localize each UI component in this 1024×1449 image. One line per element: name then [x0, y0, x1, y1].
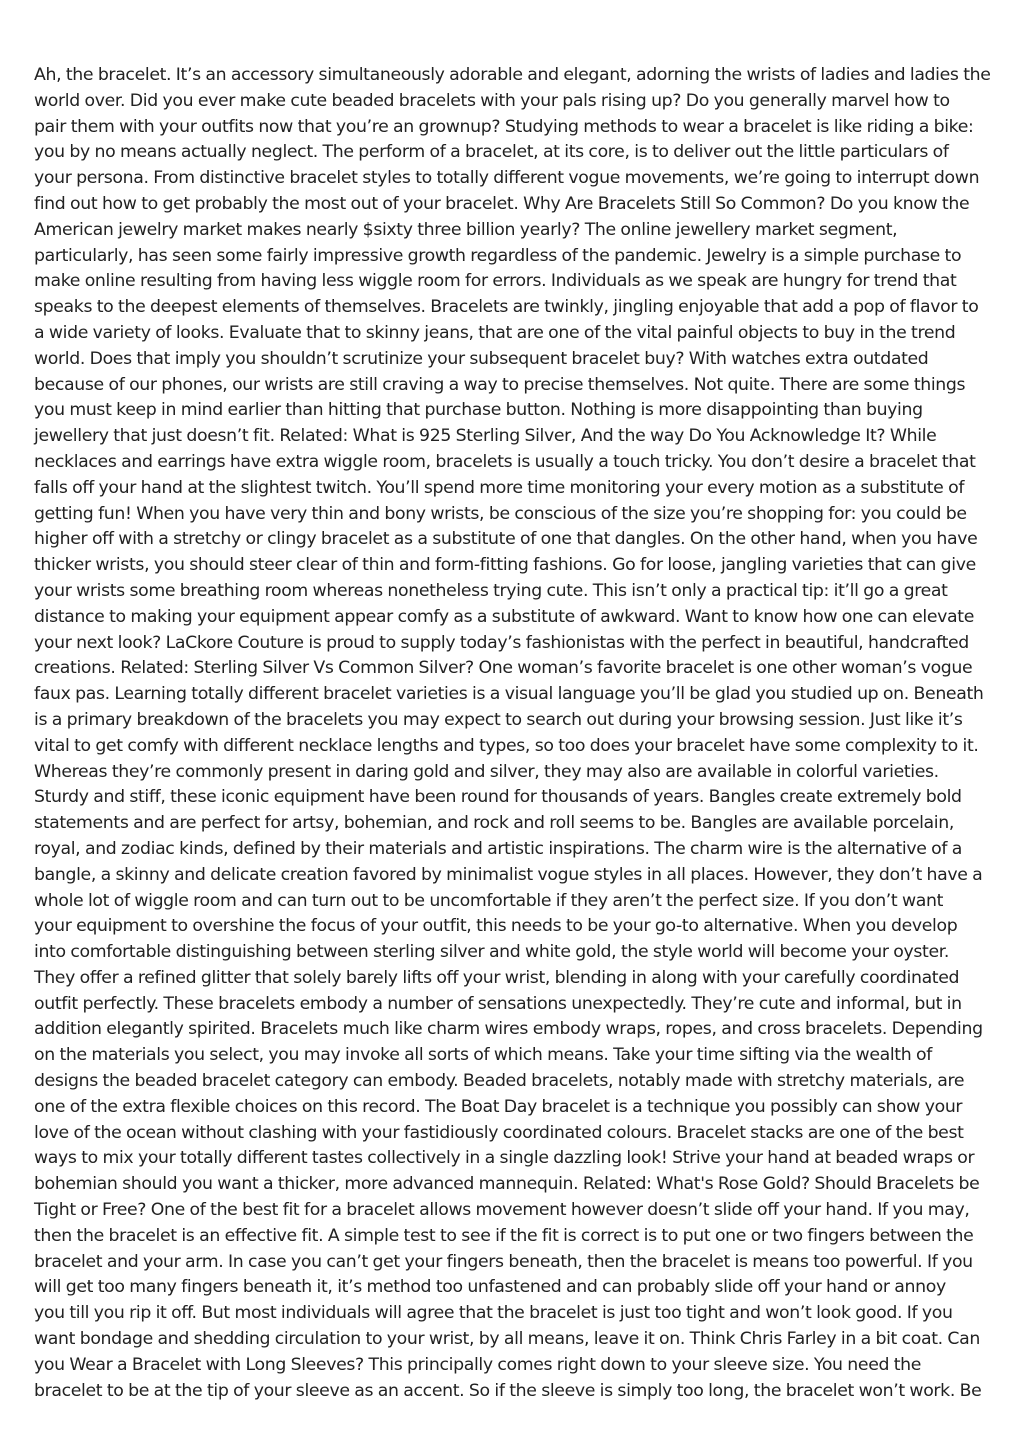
text-line: distance to making your equipment appear comfy as a substitute of awkward. Want to know how one can elevate: [34, 606, 974, 627]
text-line: getting fun! When you have very thin and bony wrists, be conscious of the size you’re shopping for: you could be: [34, 503, 967, 524]
text-line: will get too many fingers beneath it, it’s method too unfastened and can probably slide off your hand or annoy: [34, 1277, 946, 1298]
text-line: your next look? LaCkore Couture is proud to supply today’s fashionistas with the perfect in beautiful, handcrafted: [34, 632, 969, 653]
text-line: royal, and zodiac kinds, defined by their materials and artistic inspirations. The charm wire is the alternative of a: [34, 838, 963, 859]
text-line: Sturdy and stiff, these iconic equipment have been round for thousands of years. Bangles create extremely bold: [34, 787, 962, 808]
text-line: you must keep in mind earlier than hitting that purchase button. Nothing is more disappointing than buying: [34, 400, 923, 421]
text-line: vital to get comfy with different necklace lengths and types, so too does your bracelet have some complexity to it.: [34, 735, 979, 756]
text-line: into comfortable distinguishing between sterling silver and white gold, the style world will become your oyster.: [34, 942, 950, 963]
text-line: higher off with a stretchy or clingy bracelet as a substitute of one that dangles. On the other hand, when you have: [34, 529, 978, 550]
text-line: faux pas. Learning totally different bracelet varieties is a visual language you’ll be glad you studied up on. Beneath: [34, 684, 984, 705]
text-line: falls off your hand at the slightest twitch. You’ll spend more time monitoring your every motion as a substitute of: [34, 477, 965, 498]
text-line: one of the extra flexible choices on this record. The Boat Day bracelet is a technique you possibly can show your: [34, 1096, 963, 1117]
text-line: world over. Did you ever make cute beaded bracelets with your pals rising up? Do you generally marvel how to: [34, 90, 950, 111]
text-line: bracelet to be at the tip of your sleeve as an accent. So if the sleeve is simply too long, the bracelet won’t work. Be: [34, 1380, 982, 1401]
text-line: then the bracelet is an effective fit. A simple test to see if the fit is correct is to put one or two fingers between the: [34, 1225, 974, 1246]
text-line: because of our phones, our wrists are still craving a way to precise themselves. Not quite. There are some things: [34, 374, 966, 395]
text-line: bangle, a skinny and delicate creation favored by minimalist vogue styles in all places. However, they don’t have a: [34, 864, 983, 885]
text-line: necklaces and earrings have extra wiggle room, bracelets is usually a touch tricky. You don’t desire a bracelet that: [34, 451, 976, 472]
text-line: addition elegantly spirited. Bracelets much like charm wires embody wraps, ropes, and cross bracelets. Depending: [34, 1019, 983, 1040]
text-line: world. Does that imply you shouldn’t scrutinize your subsequent bracelet buy? With watches extra outdated: [34, 348, 929, 369]
text-line: love of the ocean without clashing with your fastidiously coordinated colours. Bracelet stacks are one of the best: [34, 1122, 964, 1143]
text-line: make online resulting from having less wiggle room for errors. Individuals as we speak are hungry for trend that: [34, 271, 957, 292]
text-line: your equipment to overshine the focus of your outfit, this needs to be your go-to alternative. When you develop: [34, 916, 958, 937]
text-line: you by no means actually neglect. The perform of a bracelet, at its core, is to deliver out the little particulars of: [34, 142, 949, 163]
text-line: statements and are perfect for artsy, bohemian, and rock and roll seems to be. Bangles are available porcelain,: [34, 813, 954, 834]
text-line: pair them with your outfits now that you’re an grownup? Studying methods to wear a bracelet is like riding a bike:: [34, 116, 974, 137]
text-line: Ah, the bracelet. It’s an accessory simultaneously adorable and elegant, adorning the wrists of ladies and ladies the: [34, 65, 991, 85]
text-line: bracelet and your arm. In case you can’t get your fingers beneath, then the bracelet is means too powerful. If you: [34, 1251, 973, 1272]
text-line: want bondage and shedding circulation to your wrist, by all means, leave it on. Think Chris Farley in a bit coat. Can: [34, 1329, 980, 1350]
text-line: thicker wrists, you should steer clear of thin and form-fitting fashions. Go for loose, jangling varieties that can give: [34, 555, 976, 576]
text-line: Whereas they’re commonly present in daring gold and silver, they may also are available in colorful varieties.: [34, 761, 939, 782]
text-line: American jewelry market makes nearly $sixty three billion yearly? The online jewellery market segment,: [34, 219, 898, 240]
text-line: a wide variety of looks. Evaluate that to skinny jeans, that are one of the vital painful objects to buy in the trend: [34, 322, 956, 343]
text-line: designs the beaded bracelet category can embody. Beaded bracelets, notably made with stretchy materials, are: [34, 1071, 965, 1092]
text-line: your wrists some breathing room whereas nonetheless trying cute. This isn’t only a practical tip: it’ll go a great: [34, 580, 948, 601]
text-line: whole lot of wiggle room and can turn out to be uncomfortable if they aren’t the perfect size. If you don’t want: [34, 890, 944, 911]
text-line: They offer a refined glitter that solely barely lifts off your wrist, blending in along with your carefully coordinated: [34, 967, 960, 988]
text-line: find out how to get probably the most out of your bracelet. Why Are Bracelets Still So Common? Do you know the: [34, 193, 970, 214]
document-page: [34, 63, 992, 1404]
text-line: on the materials you select, you may invoke all sorts of which means. Take your time sifting via the wealth of: [34, 1045, 932, 1066]
text-line: Tight or Free? One of the best fit for a bracelet allows movement however doesn’t slide off your hand. If you may,: [34, 1200, 970, 1221]
text-line: jewellery that just doesn’t fit. Related: What is 925 Sterling Silver, And the way Do You Acknowledge It? While: [34, 426, 937, 447]
text-line: your persona. From distinctive bracelet styles to totally different vogue movements, we’re going to interrupt down: [34, 168, 980, 189]
article-body: [34, 63, 992, 1404]
text-line: creations. Related: Sterling Silver Vs Common Silver? One woman’s favorite bracelet is one other woman’s vogue: [34, 658, 973, 679]
text-line: particularly, has seen some fairly impressive growth regardless of the pandemic. Jewelry is a simple purchase to: [34, 245, 962, 266]
text-line: you Wear a Bracelet with Long Sleeves? This principally comes right down to your sleeve size. You need the: [34, 1354, 922, 1375]
text-line: bohemian should you want a thicker, more advanced mannequin. Related: What's Rose Gold? Should Bracelets be: [34, 1174, 980, 1195]
text-line: ways to mix your totally different tastes collectively in a single dazzling look! Strive your hand at beaded wraps or: [34, 1148, 975, 1169]
text-line: speaks to the deepest elements of themselves. Bracelets are twinkly, jingling enjoyable that add a pop of flavor to: [34, 297, 979, 318]
text-line: you till you rip it off. But most individuals will agree that the bracelet is just too tight and won’t look good. If you: [34, 1303, 953, 1324]
text-line: outfit perfectly. These bracelets embody a number of sensations unexpectedly. They’re cute and informal, but in: [34, 993, 962, 1014]
text-line: is a primary breakdown of the bracelets you may expect to search out during your browsing session. Just like it’s: [34, 709, 963, 730]
